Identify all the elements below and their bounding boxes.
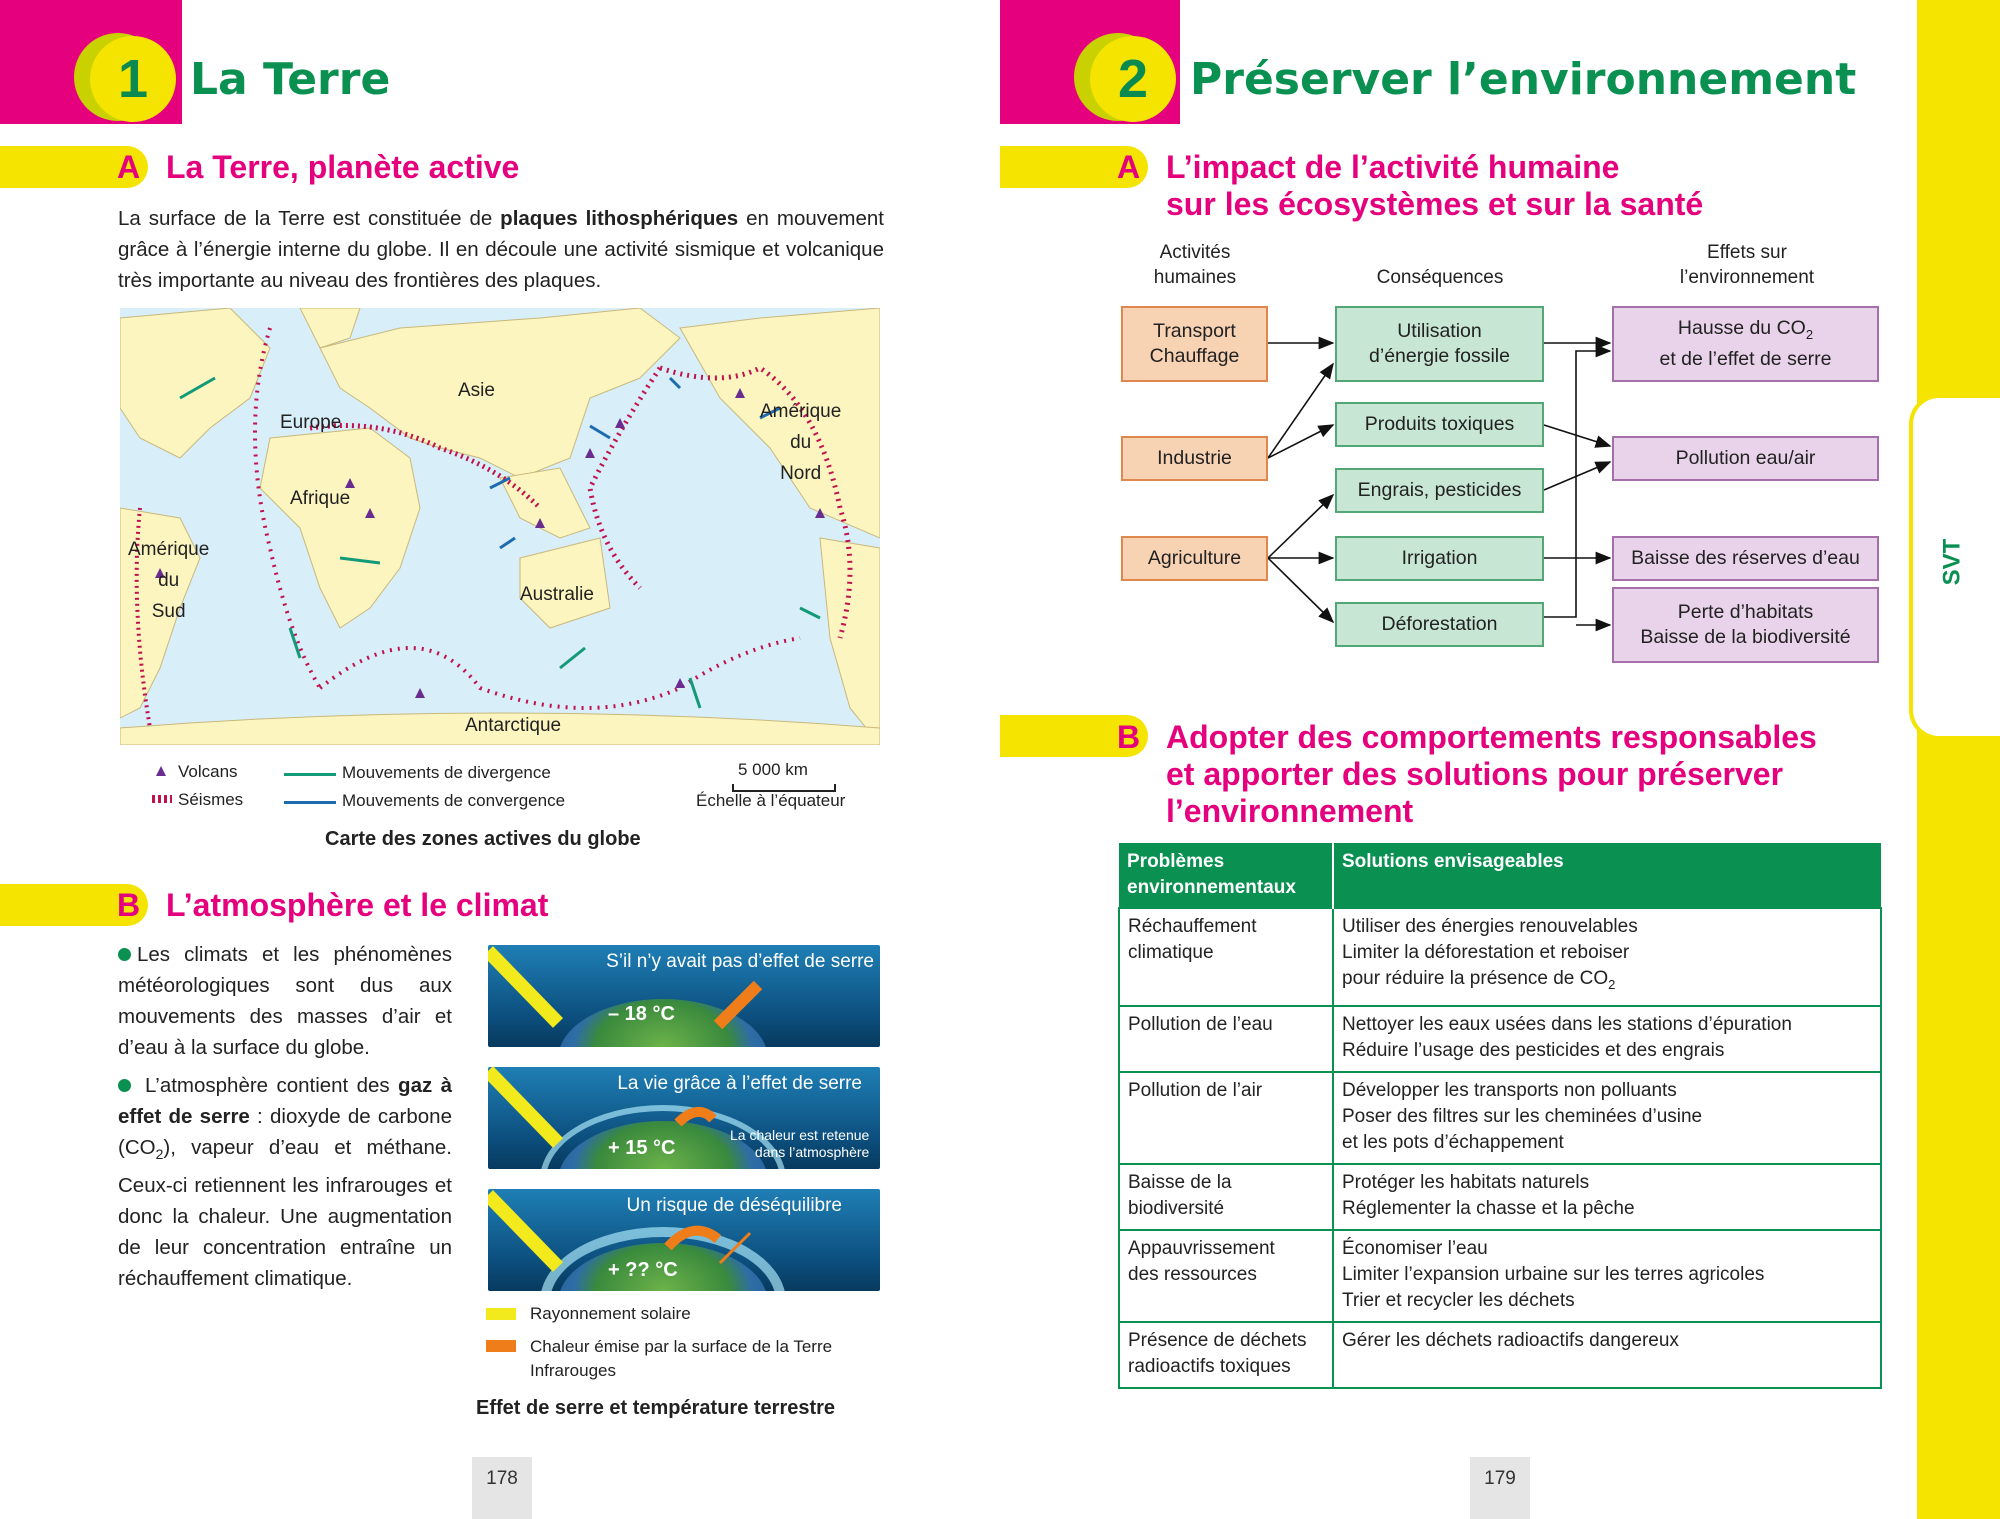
panel-3-title: Un risque de déséquilibre <box>626 1195 842 1216</box>
section-b-letter-left: B <box>117 887 141 923</box>
table-cell-solution: Nettoyer les eaux usées dans les stations d’épuration Réduire l’usage des pesticides et des engrais <box>1333 1006 1881 1072</box>
table-header-row <box>1119 843 1881 908</box>
legend-divergence: Mouvements de divergence <box>342 763 551 782</box>
panel-3-arrows <box>488 1189 880 1291</box>
flow-head-activities: Activités humaines <box>1153 242 1237 288</box>
chapter-number-right: 2 <box>1090 36 1176 122</box>
scale-value: 5 000 km <box>738 760 808 779</box>
panel-2-title: La vie grâce à l’effet de serre <box>617 1073 862 1094</box>
para-text-end: en mouvement grâce à l’énergie interne du globe. Il en découle une activité sismique et volcanique très importante au niveau des frontières des plaques. <box>118 207 884 292</box>
greenhouse-panel-3 <box>488 1189 880 1291</box>
chapter-number: 1 <box>90 36 176 122</box>
flow-cons-deforestation: Déforestation <box>1335 602 1544 647</box>
legend-heat: Chaleur émise par la surface de la Terre Infrarouges <box>530 1337 833 1380</box>
eff-co2-line2: et de l’effet de serre <box>1659 347 1832 370</box>
flow-cons-energie: Utilisation d’énergie fossile <box>1335 306 1544 382</box>
chapter-title: La Terre <box>190 54 391 105</box>
map-label-afrique: Afrique <box>290 488 351 509</box>
heat-legend-arrow <box>486 1340 516 1352</box>
table-cell-problem: Appauvrissement des ressources <box>1119 1230 1333 1322</box>
table-cell-problem: Pollution de l’eau <box>1119 1006 1333 1072</box>
flow-cons-irrigation: Irrigation <box>1335 536 1544 581</box>
flow-act-agriculture: Agriculture <box>1121 536 1268 581</box>
panel-1-title: S’il n’y avait pas d’effet de serre <box>606 951 874 972</box>
side-tab-svt[interactable] <box>1909 394 2000 740</box>
table-head-problems: Problèmes environnementaux <box>1119 843 1333 908</box>
section-a-title-right: L’impact de l’activité humaine sur les écosystèmes et sur la santé <box>1166 149 1704 222</box>
bullet-dot <box>118 1079 131 1092</box>
volcano-legend-icon <box>156 766 166 776</box>
map-label-amerique-nord: Amérique du Nord <box>760 401 842 484</box>
greenhouse-panel-1 <box>488 945 880 1047</box>
para-bold-term: plaques lithosphériques <box>500 207 739 230</box>
panel-2-arrows <box>488 1067 880 1169</box>
flow-act-industrie: Industrie <box>1121 436 1268 481</box>
scale-note: Échelle à l’équateur <box>696 791 846 810</box>
table-cell-solution: Protéger les habitats naturels Réglementer la chasse et la pêche <box>1333 1164 1881 1230</box>
panel-3-temp: + ?? °C <box>608 1259 678 1281</box>
panel-1-arrows <box>488 945 880 1047</box>
map-label-antarctique: Antarctique <box>465 715 562 736</box>
panel-1-temp: – 18 °C <box>608 1003 675 1025</box>
bullet-2-sub: 2 <box>155 1146 164 1163</box>
section-b-title-right: Adopter des comportements responsables et apporter des solutions pour préserver l’environnement <box>1166 719 1817 829</box>
table-row <box>1119 1230 1881 1322</box>
flow-eff-pollution: Pollution eau/air <box>1612 436 1879 481</box>
para-text-start: La surface de la Terre est constituée de <box>118 207 501 230</box>
map-label-australie: Australie <box>520 584 594 605</box>
flow-cons-toxiques: Produits toxiques <box>1335 402 1544 447</box>
map-label-amerique-sud: Amérique du Sud <box>128 539 210 622</box>
legend-seismes: Séismes <box>178 790 244 809</box>
section-b-title-left: L’atmosphère et le climat <box>166 887 549 923</box>
panel-2-temp: + 15 °C <box>608 1137 676 1159</box>
flow-eff-co2 <box>1612 306 1879 382</box>
greenhouse-caption: Effet de serre et température terrestre <box>476 1397 836 1419</box>
map-caption: Carte des zones actives du globe <box>325 828 641 850</box>
table-cell-solution: Économiser l’eau Limiter l’expansion urbaine sur les terres agricoles Trier et recycler les déchets <box>1333 1230 1881 1322</box>
table-cell-problem: Baisse de la biodiversité <box>1119 1164 1333 1230</box>
map-label-europe: Europe <box>280 412 342 433</box>
table-cell-problem: Réchauffement climatique <box>1119 908 1333 1006</box>
legend-solar: Rayonnement solaire <box>530 1304 691 1323</box>
section-a-title: La Terre, planète active <box>166 149 520 185</box>
table-row <box>1119 1322 1881 1388</box>
bullet-1 <box>118 939 452 1063</box>
table-row <box>1119 1072 1881 1164</box>
flow-act-transport: Transport Chauffage <box>1121 306 1268 382</box>
page-number-left: 178 <box>472 1457 532 1519</box>
table-row <box>1119 1006 1881 1072</box>
side-tab-label: SVT <box>1938 538 1966 586</box>
climate-text <box>118 939 452 1294</box>
table-cell-solution <box>1333 908 1881 1006</box>
table-cell-problem: Présence de déchets radioactifs toxiques <box>1119 1322 1333 1388</box>
bullet-2-text-c: ), vapeur d’eau et méthane. Ceux-ci retiennent les infrarouges et donc la chaleur. Une augmentation de leur concentration entraîne un réchauffement climatique. <box>118 1136 452 1291</box>
bullet-2-text-a: L’atmosphère contient des <box>145 1074 399 1097</box>
flow-head-consequences: Conséquences <box>1376 267 1504 288</box>
legend-convergence: Mouvements de convergence <box>342 791 566 810</box>
table-head-solutions: Solutions envisageables <box>1333 843 1881 908</box>
eff-co2-line1 <box>1678 316 1813 347</box>
table-cell-problem: Pollution de l’air <box>1119 1072 1333 1164</box>
eff-co2-sub: 2 <box>1805 326 1814 342</box>
flow-head-effects: Effets sur l’environnement <box>1679 242 1815 288</box>
panel-2-note: La chaleur est retenue dans l’atmosphère <box>730 1127 870 1160</box>
section-b-letter-right: B <box>1117 719 1141 755</box>
divergence-legend-icon <box>284 773 336 776</box>
table-row <box>1119 1164 1881 1230</box>
table-cell-solution: Développer les transports non polluants Poser des filtres sur les cheminées d’usine et les pots d’échappement <box>1333 1072 1881 1164</box>
map-label-asie: Asie <box>458 380 495 401</box>
page-number-right: 179 <box>1470 1457 1530 1519</box>
solution-text: Utiliser des énergies renouvelables Limiter la déforestation et reboiser pour réduire la présence de CO <box>1342 916 1638 989</box>
seismes-legend-icon <box>152 795 172 803</box>
side-tab-strip <box>1917 0 2000 1519</box>
section-a-letter-right: A <box>1117 149 1141 185</box>
bullet-1-text: Les climats et les phénomènes météorologiques sont dus aux mouvements des masses d’air et d’eau à la surface du globe. <box>118 943 452 1059</box>
flow-eff-habitats: Perte d’habitats Baisse de la biodiversité <box>1612 587 1879 663</box>
solar-legend-arrow <box>486 1308 516 1320</box>
solutions-table <box>1118 843 1882 1389</box>
flow-eff-reserves: Baisse des réserves d’eau <box>1612 536 1879 581</box>
bullet-2 <box>118 1070 452 1294</box>
chapter-title-right: Préserver l’environnement <box>1190 54 1857 105</box>
section-a-letter: A <box>117 149 141 185</box>
table-row <box>1119 908 1881 1006</box>
flow-cons-engrais: Engrais, pesticides <box>1335 468 1544 513</box>
convergence-legend-icon <box>284 801 336 804</box>
eff-co2-text: Hausse du CO <box>1677 317 1806 340</box>
bullet-dot <box>118 948 131 961</box>
legend-volcans: Volcans <box>178 762 238 781</box>
bullet-2-text-b: : dioxyde de carbone (CO <box>118 1105 452 1159</box>
solution-sub: 2 <box>1608 976 1616 992</box>
bullet-2-bold: gaz à effet de serre <box>118 1074 452 1128</box>
table-cell-solution: Gérer les déchets radioactifs dangereux <box>1333 1322 1881 1388</box>
greenhouse-panel-2 <box>488 1067 880 1169</box>
